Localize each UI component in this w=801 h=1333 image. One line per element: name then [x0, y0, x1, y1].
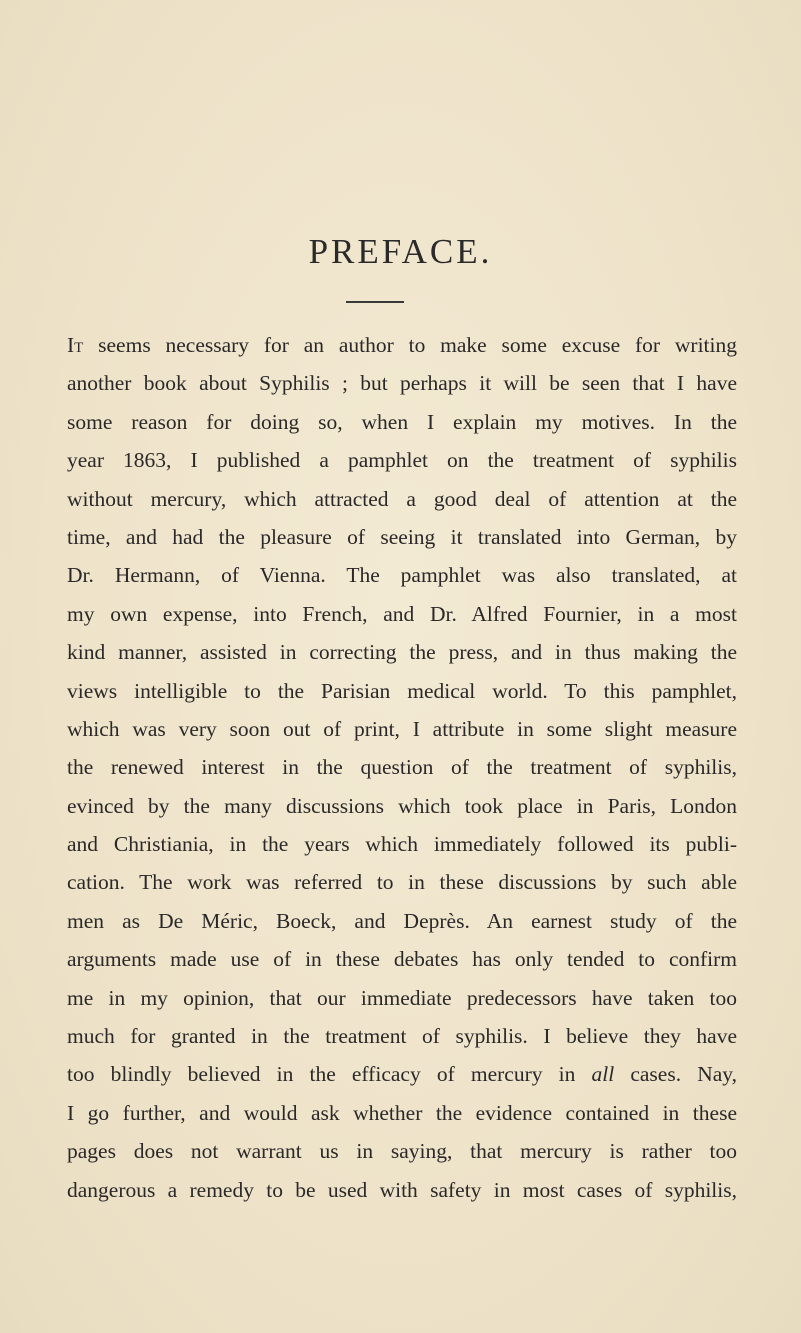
text-line-4: year 1863, I published a pamphlet on the treatment of syphilis — [67, 448, 737, 473]
text-line-13: evinced by the many discussions which took place in Paris, London — [67, 793, 737, 818]
text-line-9: kind manner, assisted in correcting the press, and in thus making the — [67, 640, 737, 665]
text-line-2: another book about Syphilis ; but perhaps it will be seen that I have — [67, 371, 737, 396]
text-line-8: my own expense, into French, and Dr. Alfred Fournier, in a most — [67, 601, 737, 626]
text-line-17: arguments made use of in these debates has only tended to confirm — [67, 947, 737, 972]
text-line-20 — [67, 1055, 737, 1093]
text-line-20-end: cases. Nay, — [630, 1062, 738, 1087]
text-line-22: pages does not warrant us in saying, that mercury is rather too — [67, 1139, 737, 1164]
text-line-5: without mercury, which attracted a good deal of attention at the — [67, 486, 737, 511]
title-rule — [346, 301, 404, 303]
text-line-11: which was very soon out of print, I attribute in some slight measure — [67, 716, 737, 741]
text-line-14: and Christiania, in the years which immediately followed its publi- — [67, 832, 737, 857]
text-line-1: It seems necessary for an author to make some excuse for writing — [67, 333, 737, 357]
text-line-3: some reason for doing so, when I explain my motives. In the — [67, 409, 737, 434]
italic-all: all — [591, 1062, 615, 1087]
text-line-12: the renewed interest in the question of the treatment of syphilis, — [67, 755, 737, 780]
text-line-21: I go further, and would ask whether the evidence contained in these — [67, 1100, 737, 1125]
opening-word: It — [67, 333, 84, 357]
text-line-6: time, and had the pleasure of seeing it translated into German, by — [67, 524, 737, 549]
text-line-16: men as De Méric, Boeck, and Deprès. An earnest study of the — [67, 908, 737, 933]
text-line-10: views intelligible to the Parisian medical world. To this pamphlet, — [67, 678, 737, 703]
text-line-18: me in my opinion, that our immediate predecessors have taken too — [67, 985, 737, 1010]
text-line-23: dangerous a remedy to be used with safety in most cases of syphilis, — [67, 1177, 737, 1202]
text-line-19: much for granted in the treatment of syphilis. I believe they have — [67, 1024, 737, 1049]
text-line-7: Dr. Hermann, of Vienna. The pamphlet was also translated, at — [67, 563, 737, 588]
preface-text — [67, 326, 737, 1209]
text-line-20-start: too blindly believed in the efficacy of mercury in — [67, 1062, 576, 1087]
text-line-15: cation. The work was referred to in these discussions by such able — [67, 870, 737, 895]
page-title: PREFACE. — [308, 232, 493, 271]
